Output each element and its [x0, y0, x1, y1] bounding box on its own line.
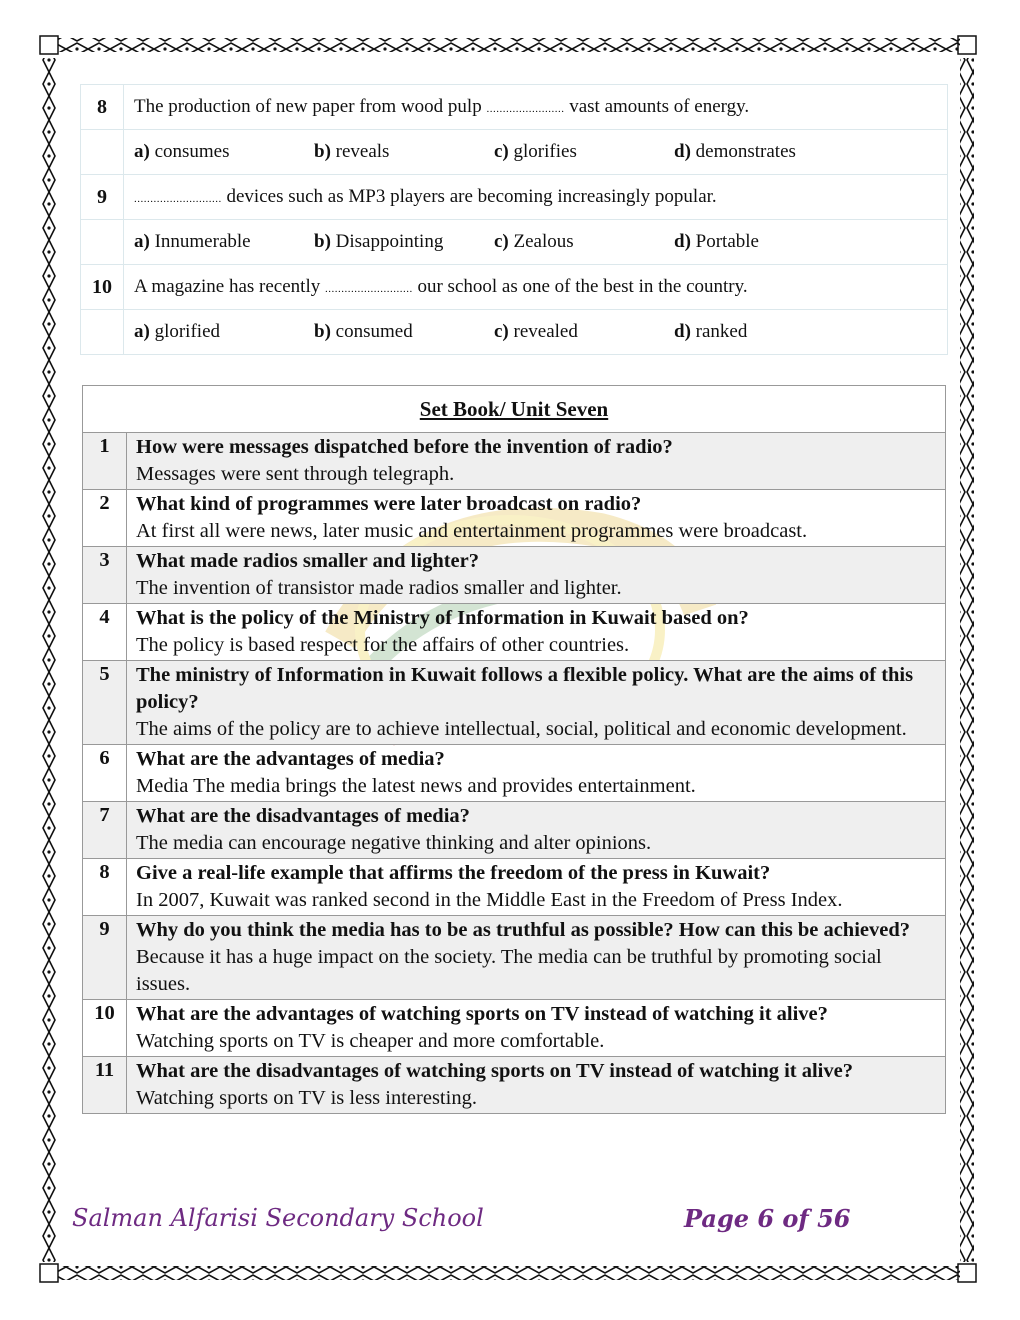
qa-question: What made radios smaller and lighter?	[136, 550, 479, 572]
qa-question: What are the advantages of media?	[136, 748, 445, 770]
qa-row	[83, 859, 946, 916]
options	[124, 310, 948, 355]
qa-number: 9	[83, 916, 127, 1000]
qa-table	[82, 385, 946, 1114]
qa-row	[83, 490, 946, 547]
qa-question: How were messages dispatched before the invention of radio?	[136, 436, 673, 458]
footer-page-number: Page 6 of 56	[684, 1204, 851, 1233]
option-c: c) glorifies	[494, 141, 577, 162]
qa-answer: The media can encourage negative thinking and alter opinions.	[136, 832, 652, 854]
qa-number: 1	[83, 433, 127, 490]
option-c: c) revealed	[494, 321, 578, 342]
qa-answer: The invention of transistor made radios smaller and lighter.	[136, 577, 622, 599]
qa-number: 8	[83, 859, 127, 916]
qa-number: 2	[83, 490, 127, 547]
option-d: d) ranked	[674, 321, 748, 342]
question-before: The production of new paper from wood pulp	[134, 96, 482, 117]
option-a: a) Innumerable	[134, 231, 251, 252]
qa-answer: Watching sports on TV is less interesting.	[136, 1087, 477, 1109]
option-d: d) demonstrates	[674, 141, 796, 162]
qa-answer: Because it has a huge impact on the society. The media can be truthful by promoting social issues.	[136, 946, 882, 995]
qa-row	[83, 661, 946, 745]
qa-answer: Messages were sent through telegraph.	[136, 463, 455, 485]
qa-row	[83, 547, 946, 604]
qa-answer: At first all were news, later music and entertainment programmes were broadcast.	[136, 520, 808, 542]
qa-title-row	[83, 386, 946, 433]
qa-question: The ministry of Information in Kuwait follows a flexible policy. What are the aims of this policy?	[136, 664, 914, 713]
qa-answer: The policy is based respect for the affairs of other countries.	[136, 634, 630, 656]
qa-question: What is the policy of the Ministry of Information in Kuwait based on?	[136, 607, 749, 629]
qa-question: What are the advantages of watching sports on TV instead of watching it alive?	[136, 1003, 828, 1025]
option-c: c) Zealous	[494, 231, 574, 252]
qa-question: What are the disadvantages of watching sports on TV instead of watching it alive?	[136, 1060, 853, 1082]
qa-row	[83, 1057, 946, 1114]
question-text	[124, 175, 948, 220]
qa-row	[83, 916, 946, 1000]
question-text	[124, 265, 948, 310]
qa-row	[83, 433, 946, 490]
qa-answer: In 2007, Kuwait was ranked second in the Middle East in the Freedom of Press Index.	[136, 889, 843, 911]
option-a: a) consumes	[134, 141, 230, 162]
footer-school-name: Salman Alfarisi Secondary School	[72, 1204, 484, 1232]
qa-question: What are the disadvantages of media?	[136, 805, 470, 827]
question-blank: ...........................	[324, 283, 413, 295]
mcq-question-row	[81, 175, 948, 220]
question-number: 9	[81, 175, 124, 220]
mcq-options-row	[81, 220, 948, 265]
section-title: Set Book/ Unit Seven	[83, 386, 946, 433]
qa-row	[83, 802, 946, 859]
question-after: vast amounts of energy.	[569, 96, 750, 117]
question-number: 8	[81, 85, 124, 130]
mcq-question-row	[81, 85, 948, 130]
question-blank: ...........................	[134, 193, 222, 205]
qa-answer: Watching sports on TV is cheaper and more comfortable.	[136, 1030, 605, 1052]
option-b: b) Disappointing	[314, 231, 444, 252]
qa-question: Why do you think the media has to be as truthful as possible? How can this be achieved?	[136, 919, 910, 941]
qa-number: 6	[83, 745, 127, 802]
qa-number: 11	[83, 1057, 127, 1114]
question-before: A magazine has recently	[134, 276, 321, 297]
qa-number: 3	[83, 547, 127, 604]
option-d: d) Portable	[674, 231, 759, 252]
question-number: 10	[81, 265, 124, 310]
option-b: b) consumed	[314, 321, 413, 342]
mcq-options-row	[81, 310, 948, 355]
question-after: our school as one of the best in the country.	[417, 276, 748, 297]
qa-number: 5	[83, 661, 127, 745]
question-blank: ........................	[486, 103, 565, 115]
qa-answer: The aims of the policy are to achieve intellectual, social, political and economic development.	[136, 718, 907, 740]
qa-row	[83, 745, 946, 802]
qa-number: 7	[83, 802, 127, 859]
options	[124, 220, 948, 265]
qa-number: 10	[83, 1000, 127, 1057]
question-after: devices such as MP3 players are becoming increasingly popular.	[226, 186, 717, 207]
qa-row	[83, 1000, 946, 1057]
qa-row	[83, 604, 946, 661]
option-b: b) reveals	[314, 141, 390, 162]
qa-number: 4	[83, 604, 127, 661]
options	[124, 130, 948, 175]
mcq-table	[80, 84, 948, 355]
qa-question: Give a real-life example that affirms the freedom of the press in Kuwait?	[136, 862, 771, 884]
mcq-question-row	[81, 265, 948, 310]
qa-answer: Media The media brings the latest news and provides entertainment.	[136, 775, 696, 797]
qa-question: What kind of programmes were later broadcast on radio?	[136, 493, 642, 515]
option-a: a) glorified	[134, 321, 221, 342]
mcq-options-row	[81, 130, 948, 175]
question-text	[124, 85, 948, 130]
